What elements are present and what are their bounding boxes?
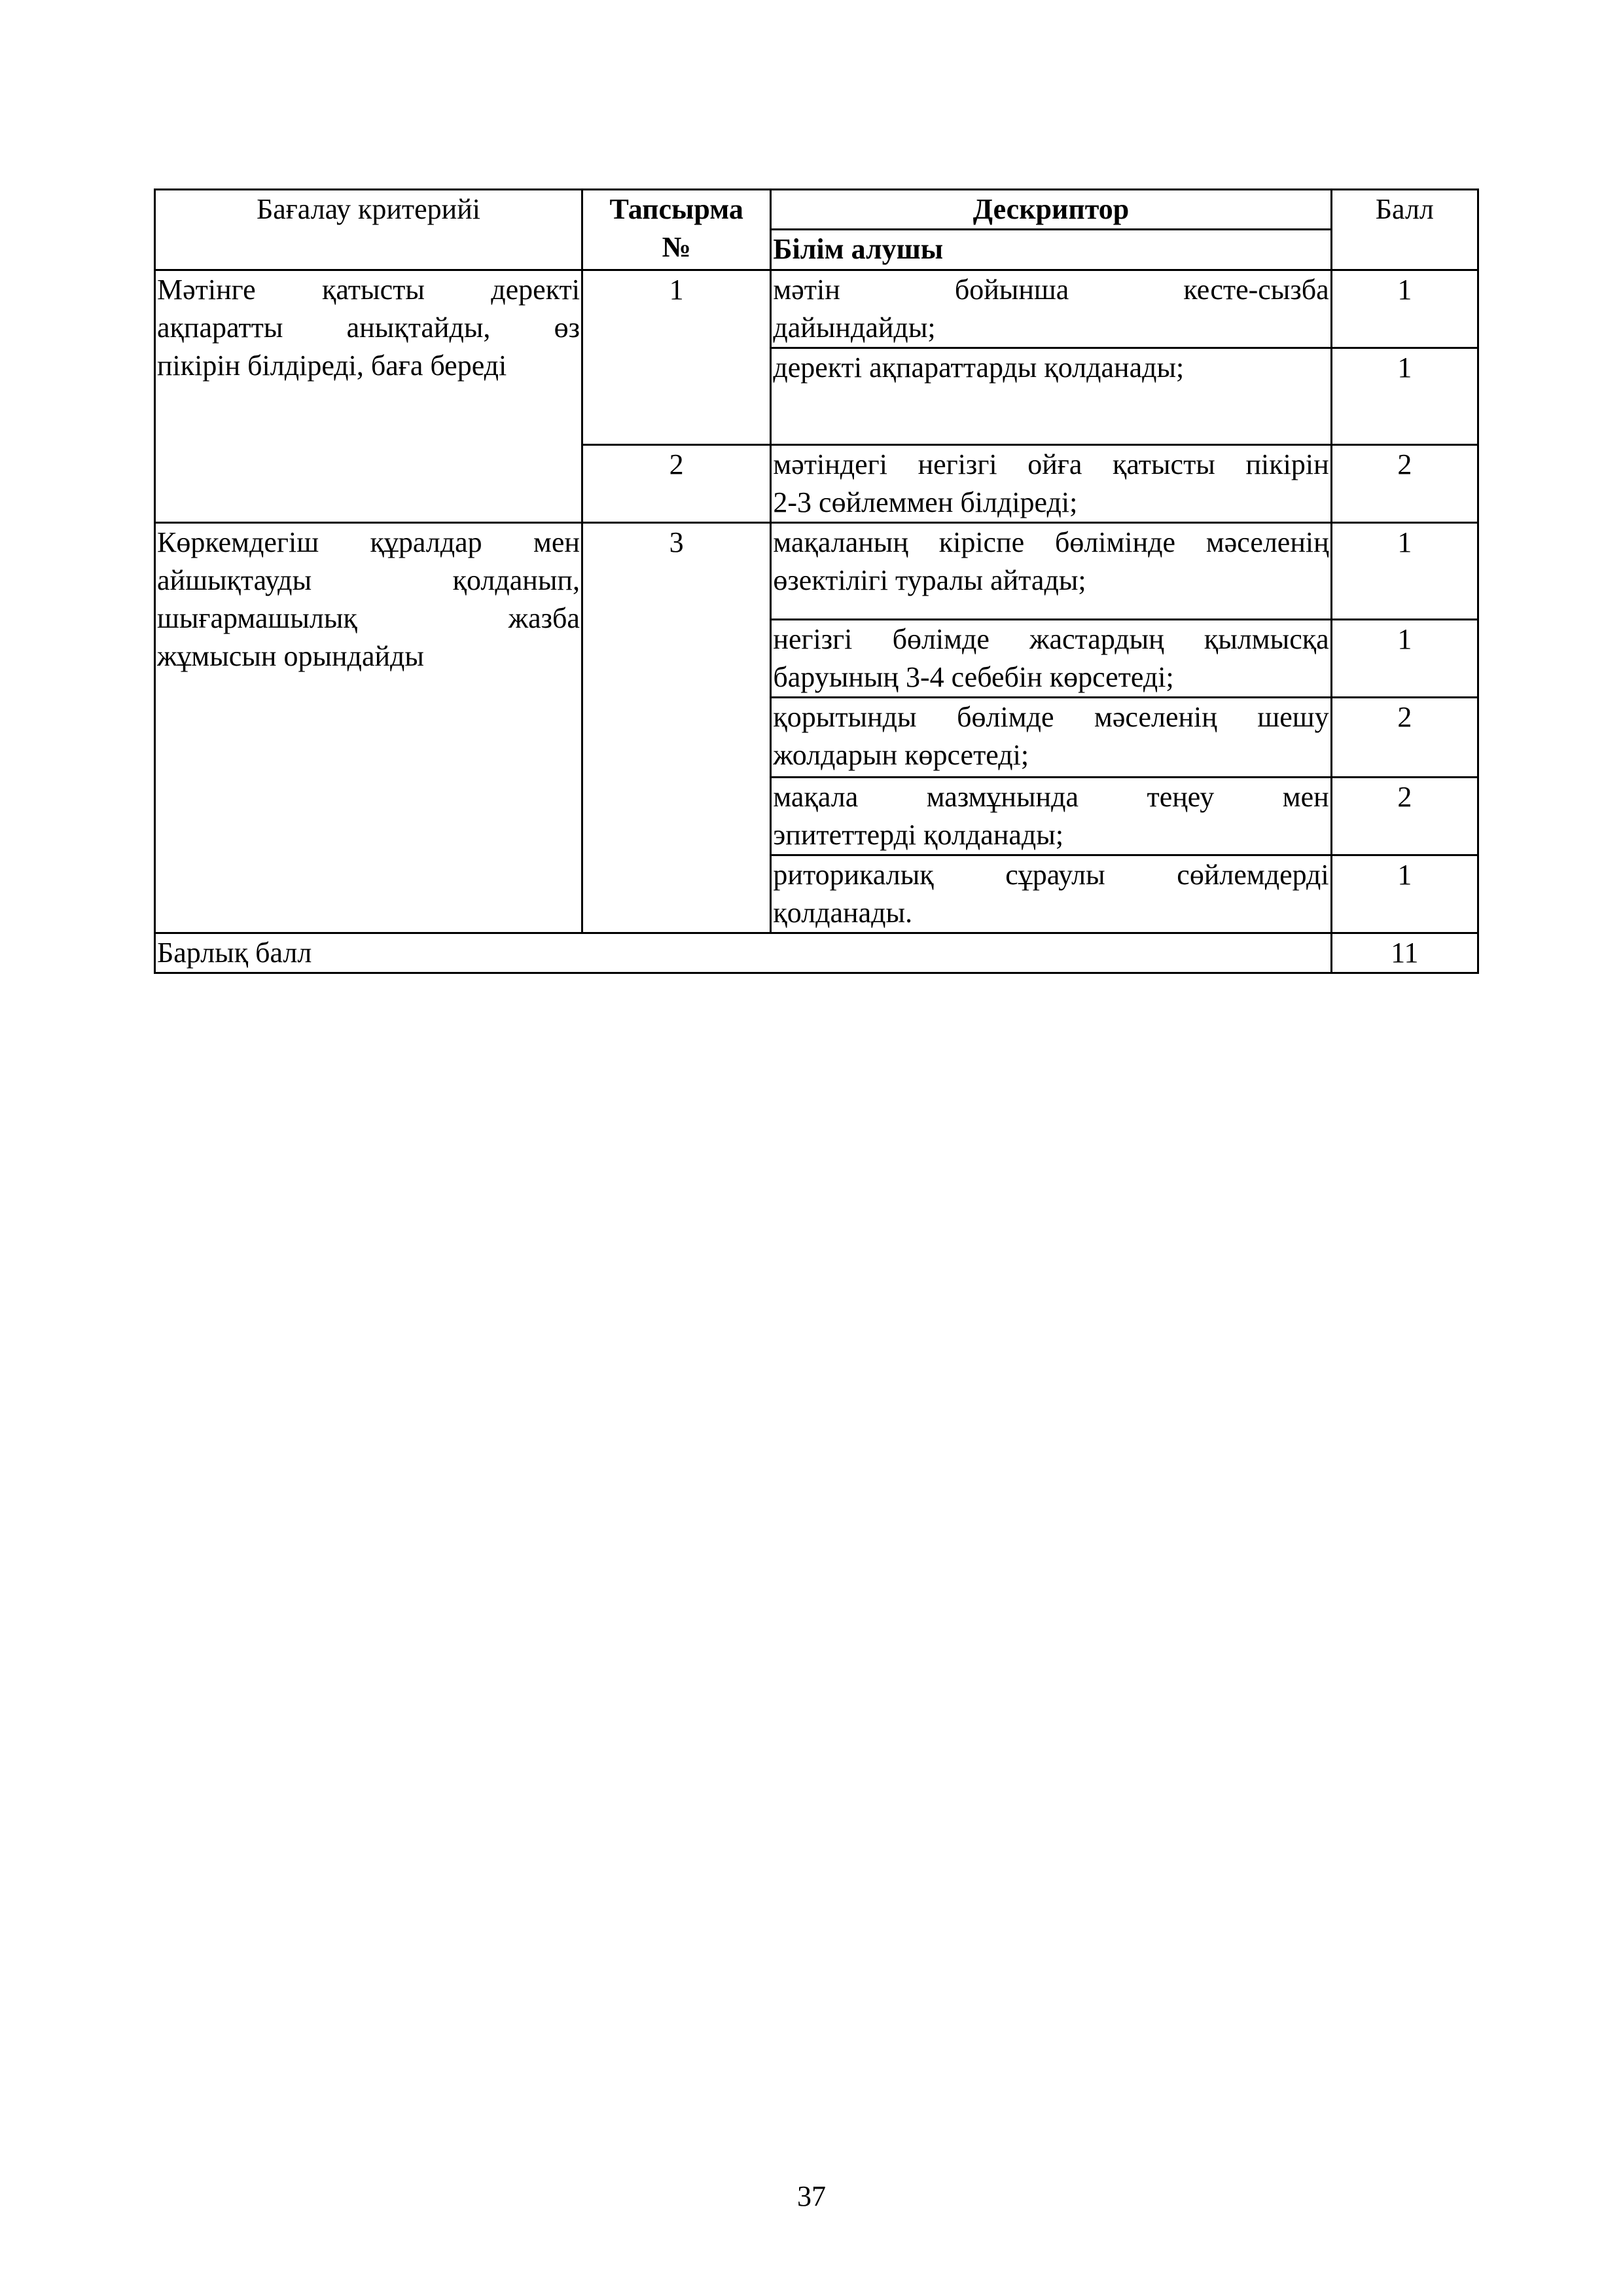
- descriptor-cell: [771, 620, 1331, 698]
- descriptor-line: мәтін бойынша кесте-сызба: [773, 274, 1329, 306]
- header-score: [1331, 190, 1478, 270]
- descriptor-line: мақаланың кіріспе бөлімінде мәселенің: [773, 526, 1329, 558]
- header-descriptor-title: Дескриптор: [772, 190, 1330, 230]
- descriptor-line: баруының 3-4 себебін көрсетеді;: [773, 661, 1174, 693]
- score-cell: 1: [1331, 270, 1478, 348]
- descriptor-cell: [771, 778, 1331, 855]
- criterion-line: пікірін білдіреді, баға береді: [157, 350, 507, 382]
- total-label: Барлық балл: [155, 933, 1332, 973]
- descriptor-line: негізгі бөлімде жастардың қылмысқа: [773, 623, 1329, 655]
- score-cell: 2: [1331, 445, 1478, 523]
- table-row: [155, 270, 1478, 348]
- total-value: 11: [1331, 933, 1478, 973]
- descriptor-line: эпитеттерді қолданады;: [773, 819, 1064, 851]
- task-number-cell: 2: [582, 445, 770, 523]
- descriptor-cell: [771, 698, 1331, 778]
- header-criterion-text: Бағалау критерийі: [256, 193, 480, 225]
- score-cell: 2: [1331, 778, 1478, 855]
- criterion-line: шығармашылық жазба: [157, 602, 580, 634]
- header-task: [582, 190, 770, 270]
- criterion-line: айшықтауды қолданып,: [157, 564, 580, 596]
- criterion-line: Мәтінге қатысты деректі: [157, 274, 580, 306]
- total-row: [155, 933, 1478, 973]
- descriptor-line: өзектілігі туралы айтады;: [773, 564, 1086, 596]
- task-number-cell: 3: [582, 523, 770, 933]
- header-criterion: [155, 190, 582, 270]
- score-cell: 1: [1331, 855, 1478, 933]
- descriptor-cell: [771, 445, 1331, 523]
- task-number-cell: 1: [582, 270, 770, 445]
- descriptor-line: мақала мазмұнында теңеу мен: [773, 781, 1329, 813]
- score-cell: 1: [1331, 523, 1478, 620]
- score-cell: 2: [1331, 698, 1478, 778]
- header-score-text: Балл: [1375, 193, 1434, 225]
- header-task-line2: №: [662, 231, 691, 263]
- criterion-line: Көркемдегіш құралдар мен: [157, 526, 580, 558]
- page-number: 37: [797, 2180, 826, 2212]
- descriptor-line: деректі ақпараттарды қолданады;: [773, 351, 1185, 384]
- descriptor-cell: [771, 270, 1331, 348]
- score-cell: 1: [1331, 348, 1478, 445]
- descriptor-line: қорытынды бөлімде мәселенің шешу: [773, 701, 1329, 733]
- header-task-line1: Тапсырма: [609, 193, 743, 225]
- descriptor-cell: [771, 348, 1331, 445]
- header-descriptor: [771, 190, 1331, 270]
- criterion-cell-2: [155, 523, 582, 933]
- criterion-cell-1: [155, 270, 582, 523]
- criterion-line: ақпаратты анықтайды, өз: [157, 312, 580, 344]
- descriptor-line: жолдарын көрсетеді;: [773, 739, 1029, 771]
- score-cell: 1: [1331, 620, 1478, 698]
- header-descriptor-sub: Білім алушы: [773, 233, 944, 265]
- descriptor-line: мәтіндегі негізгі ойға қатысты пікірін: [773, 448, 1329, 480]
- descriptor-line: дайындайды;: [773, 312, 936, 344]
- descriptor-line: 2-3 сөйлеммен білдіреді;: [773, 486, 1078, 518]
- descriptor-cell: [771, 855, 1331, 933]
- header-row: [155, 190, 1478, 270]
- descriptor-line: қолданады.: [773, 897, 913, 929]
- assessment-rubric-table: [154, 188, 1479, 974]
- table-row: [155, 523, 1478, 620]
- descriptor-line: риторикалық сұраулы сөйлемдерді: [773, 859, 1329, 891]
- descriptor-cell: [771, 523, 1331, 620]
- criterion-line: жұмысын орындайды: [157, 640, 424, 672]
